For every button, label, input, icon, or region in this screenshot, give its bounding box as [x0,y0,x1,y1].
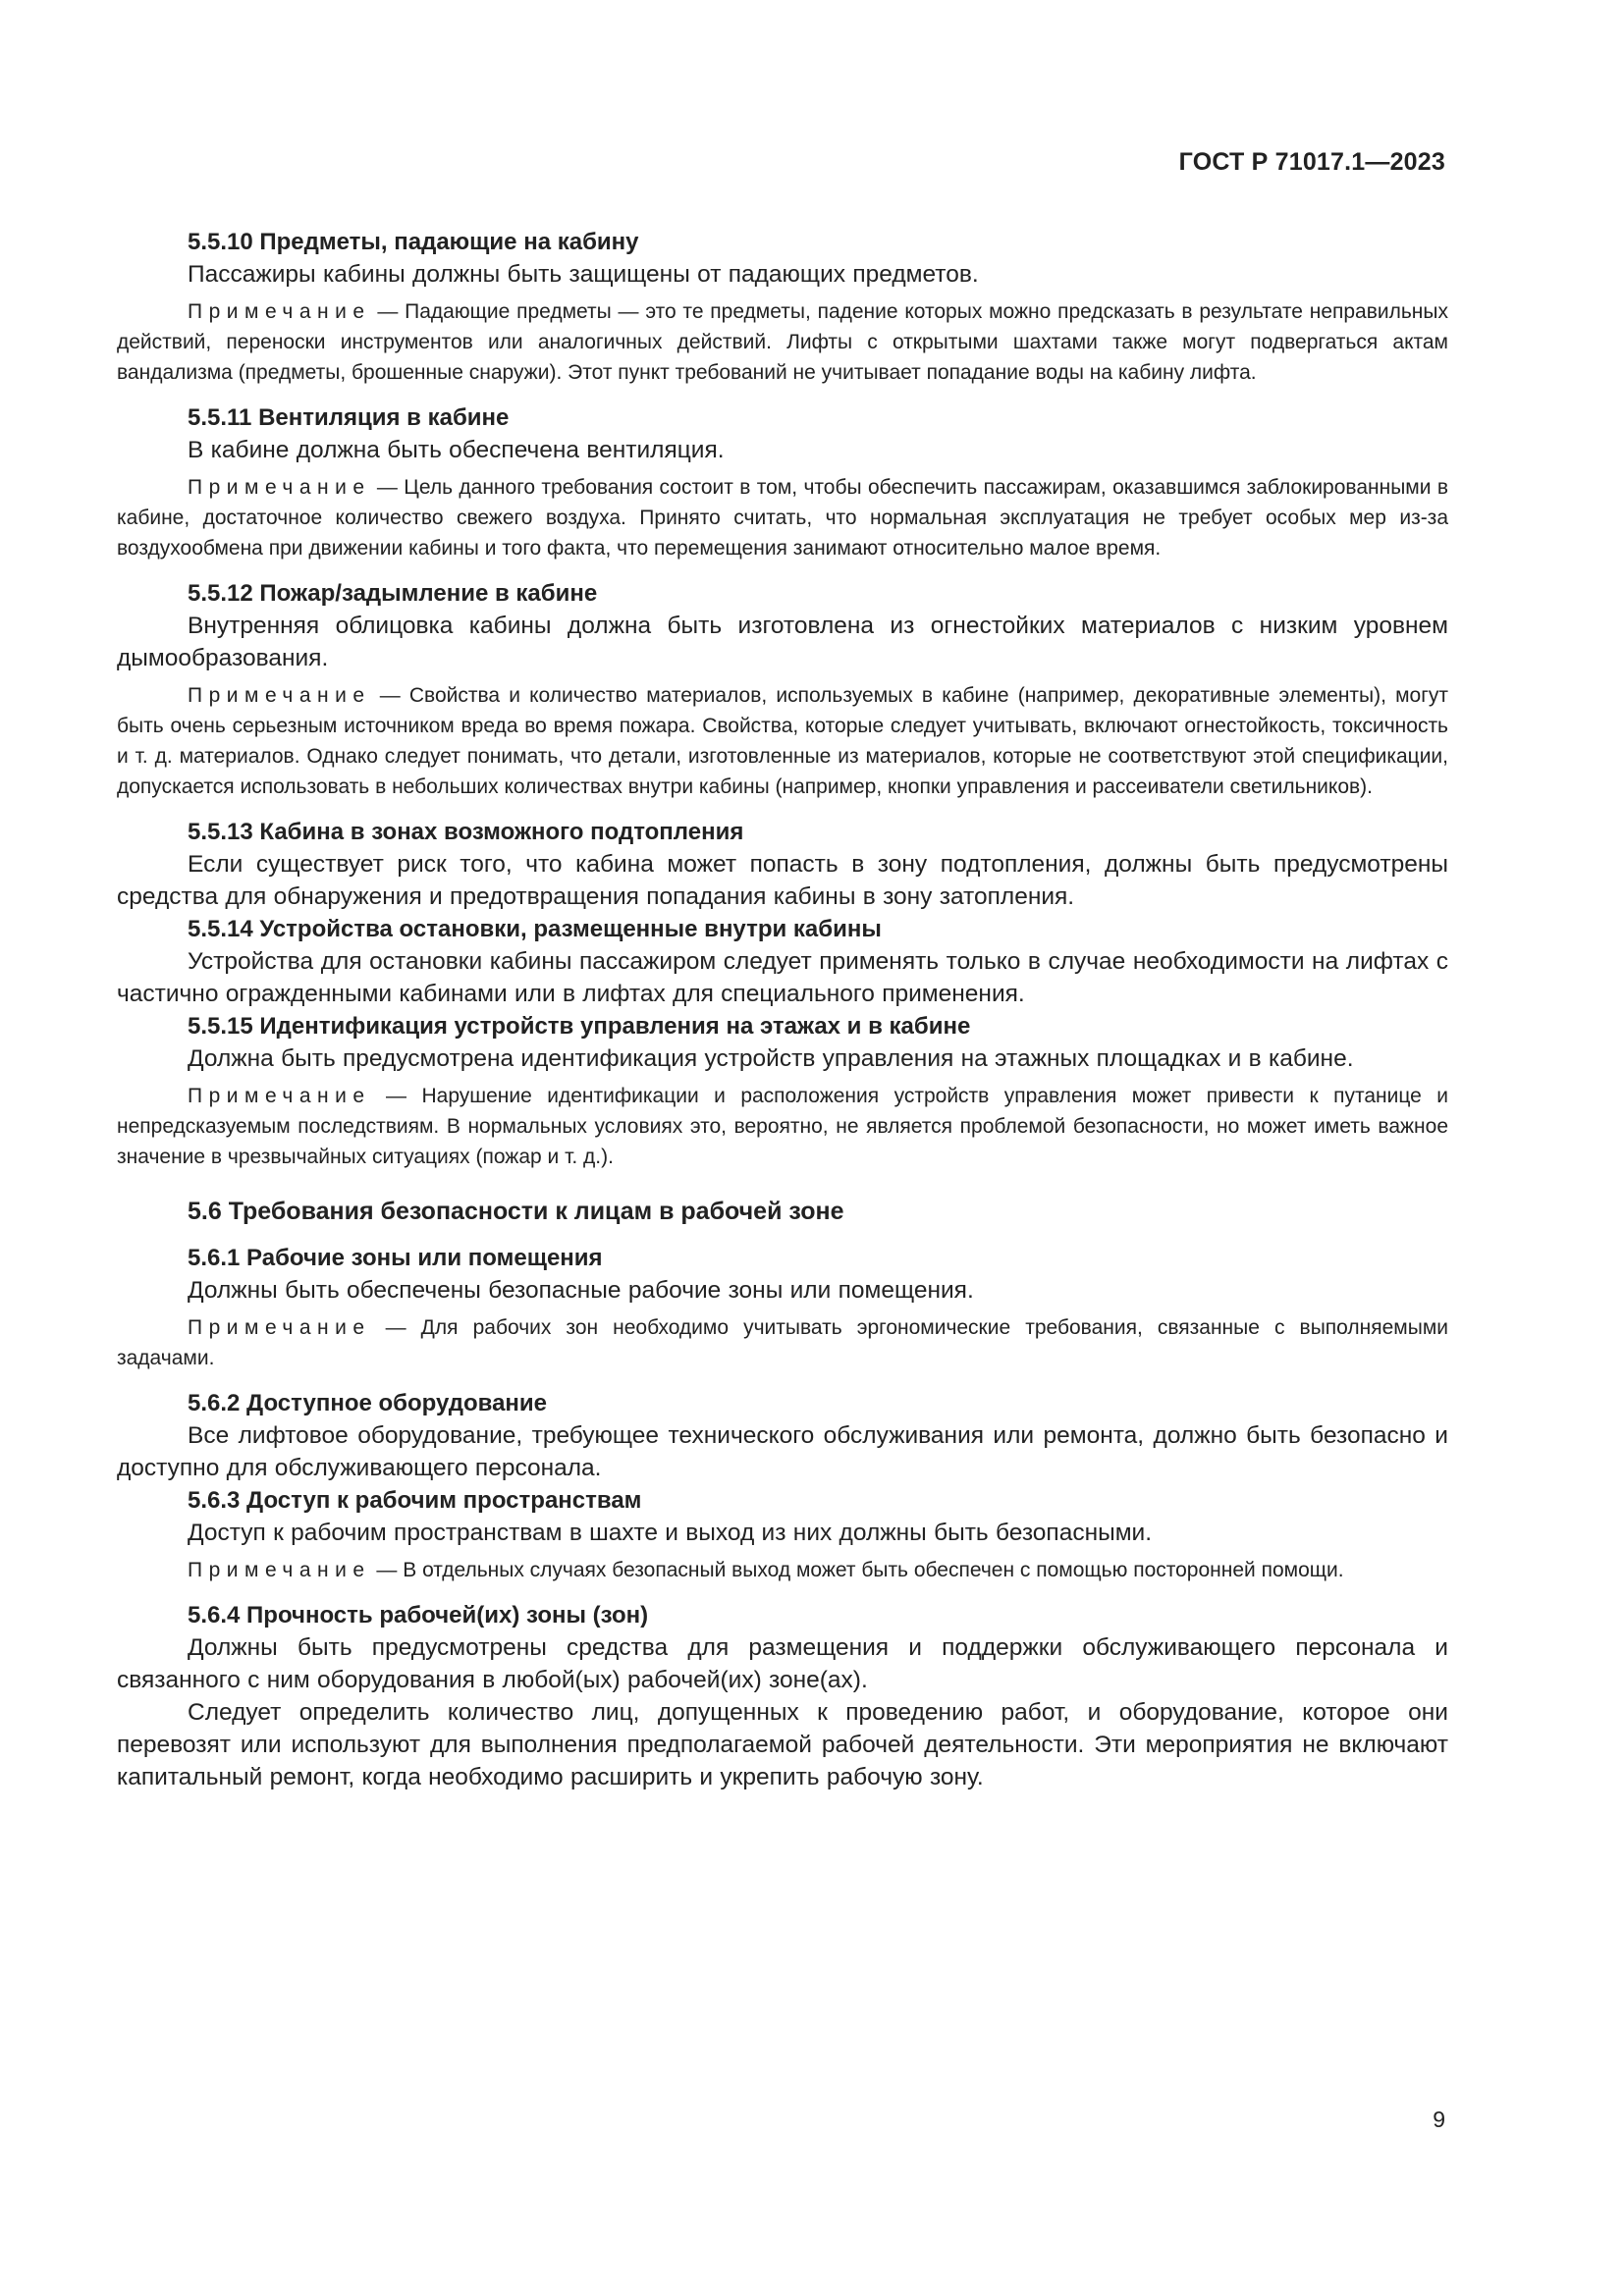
section-text-5-5-12: Внутренняя облицовка кабины должна быть изготовлена из огнестойких материалов с низким уровнем дымообразования. [117,613,1448,671]
note-5-6-1 [117,1312,1448,1373]
section-text-5-6-2: Все лифтовое оборудование, требующее технического обслуживания или ремонта, должно быть безопасно и доступно для обслуживающего персонала. [117,1422,1448,1481]
note-label: Примечание [188,1085,371,1107]
section-heading-5-5-12: 5.5.12 Пожар/задымление в кабине [188,580,598,607]
section-heading-5-5-13: 5.5.13 Кабина в зонах возможного подтопления [188,819,744,845]
note-text: — Цель данного требования состоит в том, чтобы обеспечить пассажирам, оказавшимся заблокированными в кабине, достаточное количество свежего воздуха. Принято считать, что нормальная эксплуатация не требует особых мер из-за воздухообмена при движении кабины и того факта, что перемещения занимают относительно малое время. [117,476,1448,560]
note-5-5-11 [117,472,1448,563]
note-5-5-12 [117,680,1448,802]
section-heading-5-6-2: 5.6.2 Доступное оборудование [188,1390,548,1416]
page-number: 9 [1433,2107,1445,2132]
section-heading-5-6-3: 5.6.3 Доступ к рабочим пространствам [188,1487,642,1514]
section-heading-5-5-15: 5.5.15 Идентификация устройств управления на этажах и в кабине [188,1013,971,1040]
note-text: — Нарушение идентификации и расположения устройств управления может привести к путанице и непредсказуемым последствиям. В нормальных условиях это, вероятно, не является проблемой безопасности, но может иметь важное значение в чрезвычайных ситуациях (пожар и т. д.). [117,1085,1448,1168]
note-label: Примечание [188,300,371,323]
section-text-5-5-13: Если существует риск того, что кабина может попасть в зону подтопления, должны быть предусмотрены средства для обнаружения и предотвращения попадания кабины в зону затопления. [117,851,1448,910]
section-text-5-5-14: Устройства для остановки кабины пассажиром следует применять только в случае необходимости на лифтах с частично огражденными кабинами или в лифтах для специального применения. [117,948,1448,1007]
section-text-5-6-4-b: Следует определить количество лиц, допущенных к проведению работ, и оборудование, которое они перевозят или используют для выполнения предполагаемой рабочей деятельности. Эти мероприятия не включают капитальный ремонт, когда необходимо расширить и укрепить рабочую зону. [117,1699,1448,1790]
section-text-5-6-4-a: Должны быть предусмотрены средства для размещения и поддержки обслуживающего персонала и связанного с ним оборудования в любой(ых) рабочей(их) зоне(ах). [117,1634,1448,1693]
section-heading-5-5-11: 5.5.11 Вентиляция в кабине [188,404,510,431]
section-heading-5-5-10: 5.5.10 Предметы, падающие на кабину [188,229,639,255]
section-heading-5-6: 5.6 Требования безопасности к лицам в рабочей зоне [188,1198,844,1225]
section-heading-5-5-14: 5.5.14 Устройства остановки, размещенные внутри кабины [188,916,882,942]
note-5-5-10 [117,296,1448,388]
note-text: — Свойства и количество материалов, используемых в кабине (например, декоративные элементы), могут быть очень серьезным источником вреда во время пожара. Свойства, которые следует учитывать, включают огнестойкость, токсичность и т. д. материалов. Однако следует понимать, что детали, изготовленные из материалов, которые не соответствуют этой спецификации, допускается использовать в небольших количествах внутри кабины (например, кнопки управления и рассеиватели светильников). [117,684,1448,798]
note-text: — Падающие предметы — это те предметы, падение которых можно предсказать в результате неправильных действий, переноски инструментов или аналогичных действий. Лифты с открытыми шахтами также могут подвергаться актам вандализма (предметы, брошенные снаружи). Этот пункт требований не учитывает попадание воды на кабину лифта. [117,300,1448,384]
section-text-5-6-3: Доступ к рабочим пространствам в шахте и выход из них должны быть безопасными. [188,1520,1153,1546]
note-5-6-3 [117,1555,1448,1585]
note-label: Примечание [188,1316,371,1339]
section-text-5-5-10: Пассажиры кабины должны быть защищены от падающих предметов. [188,261,979,288]
note-text: — Для рабочих зон необходимо учитывать эргономические требования, связанные с выполняемыми задачами. [117,1316,1448,1369]
note-label: Примечание [188,476,371,499]
section-heading-5-6-1: 5.6.1 Рабочие зоны или помещения [188,1245,603,1271]
section-text-5-5-11: В кабине должна быть обеспечена вентиляция. [188,437,725,463]
section-text-5-5-15: Должна быть предусмотрена идентификация устройств управления на этажных площадках и в кабине. [188,1045,1354,1072]
section-text-5-6-1: Должны быть обеспечены безопасные рабочие зоны или помещения. [188,1277,974,1304]
section-heading-5-6-4: 5.6.4 Прочность рабочей(их) зоны (зон) [188,1602,649,1629]
document-body [117,226,1448,1793]
note-label: Примечание [188,1559,371,1581]
note-5-5-15 [117,1081,1448,1172]
note-label: Примечание [188,684,371,707]
document-code: ГОСТ Р 71017.1—2023 [1178,148,1445,176]
note-text: — В отдельных случаях безопасный выход может быть обеспечен с помощью посторонней помощи. [370,1559,1344,1581]
